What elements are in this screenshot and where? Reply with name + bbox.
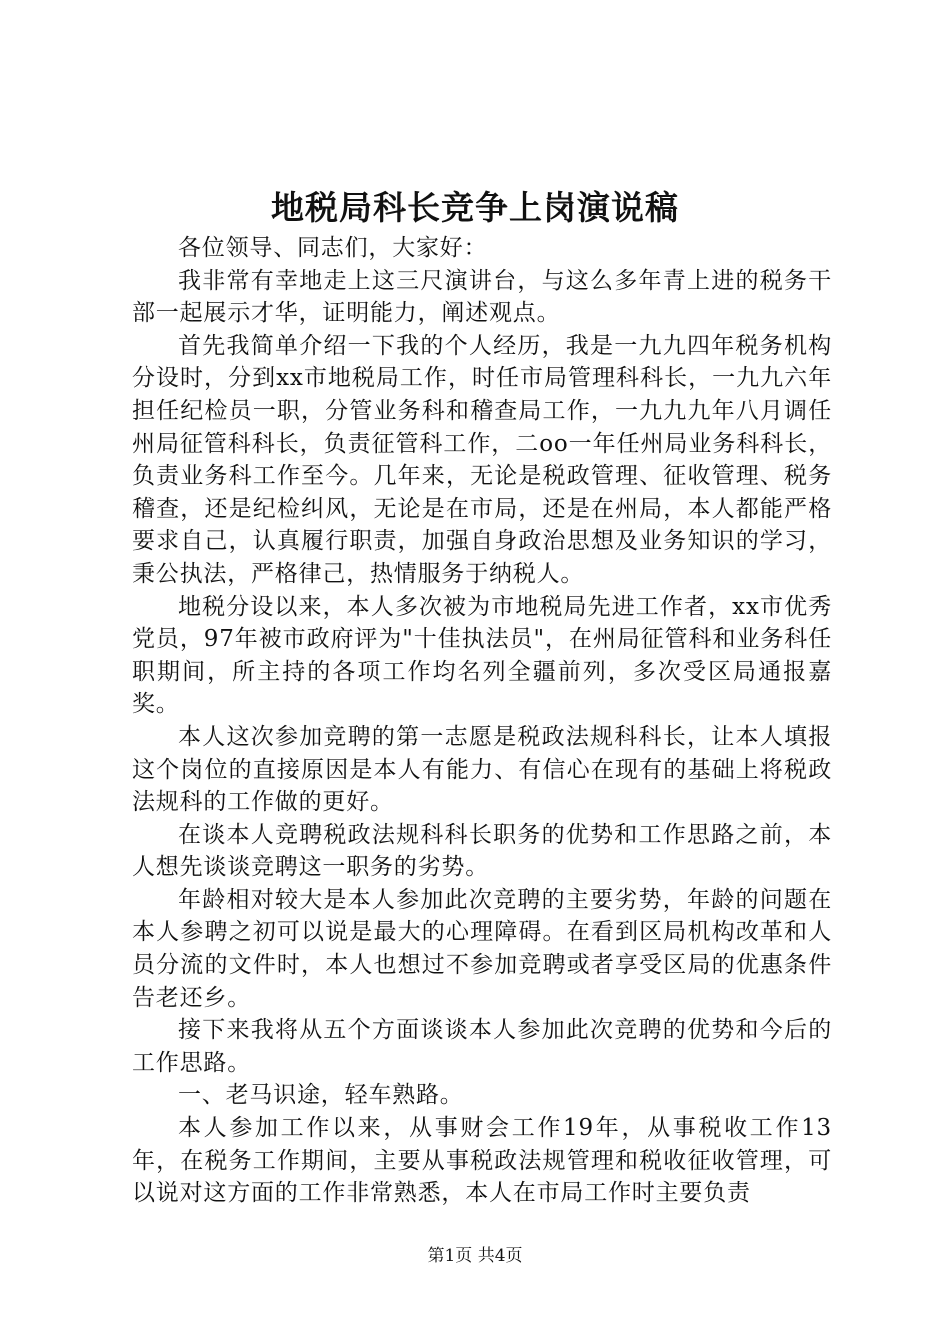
page-footer: 第1页 共4页	[427, 1246, 523, 1266]
paragraph-experience: 首先我简单介绍一下我的个人经历，我是一九九四年税务机构分设时，分到xx市地税局工作，时任市局管理科科长，一九九六年担任纪检员一职，分管业务科和稽查局工作，一九九九年八月调任州局征管科科长，负责征管科工作，二oo一年任州局业务科科长，负责业务科工作至今。几年来，无论是税政管理、征收管理、税务稽查，还是纪检纠风，无论是在市局，还是在州局，本人都能严格要求自己，认真履行职责，加强自身政治思想及业务知识的学习，秉公执法，严格律己，热情服务于纳税人。	[132, 332, 832, 587]
paragraph-weakness-intro: 在谈本人竞聘税政法规科科长职务的优势和工作思路之前，本人想先谈谈竞聘这一职务的劣势。	[132, 821, 832, 881]
paragraph-weakness: 年龄相对较大是本人参加此次竞聘的主要劣势，年龄的问题在本人参聘之初可以说是最大的心理障碍。在看到区局机构改革和人员分流的文件时，本人也想过不参加竞聘或者享受区局的优惠条件告老还乡。	[132, 886, 832, 1011]
paragraph-honors: 地税分设以来，本人多次被为市地税局先进工作者，xx市优秀党员，97年被市政府评为"十佳执法员"，在州局征管科和业务科任职期间，所主持的各项工作均名列全疆前列，多次受区局通报嘉奖。	[132, 593, 832, 718]
section-heading-one: 一、老马识途，轻车熟路。	[178, 1082, 464, 1109]
document-body	[132, 232, 832, 1210]
paragraph-five-aspects: 接下来我将从五个方面谈谈本人参加此次竞聘的优势和今后的工作思路。	[132, 1017, 832, 1076]
paragraph-work-history: 本人参加工作以来，从事财会工作19年，从事税收工作13年，在税务工作期间，主要从事税政法规管理和税收征收管理，可以说对这方面的工作非常熟悉，本人在市局工作时主要负责	[132, 1115, 832, 1207]
paragraph-opening: 我非常有幸地走上这三尺演讲台，与这么多年青上进的税务干部一起展示才华，证明能力，阐述观点。	[132, 267, 832, 327]
paragraph-greeting: 各位领导、同志们，大家好：	[178, 235, 488, 261]
paragraph-choice: 本人这次参加竞聘的第一志愿是税政法规科科长，让本人填报这个岗位的直接原因是本人有能力、有信心在现有的基础上将税政法规科的工作做的更好。	[132, 723, 832, 816]
document-title: 地税局科长竞争上岗演说稿	[271, 188, 679, 227]
